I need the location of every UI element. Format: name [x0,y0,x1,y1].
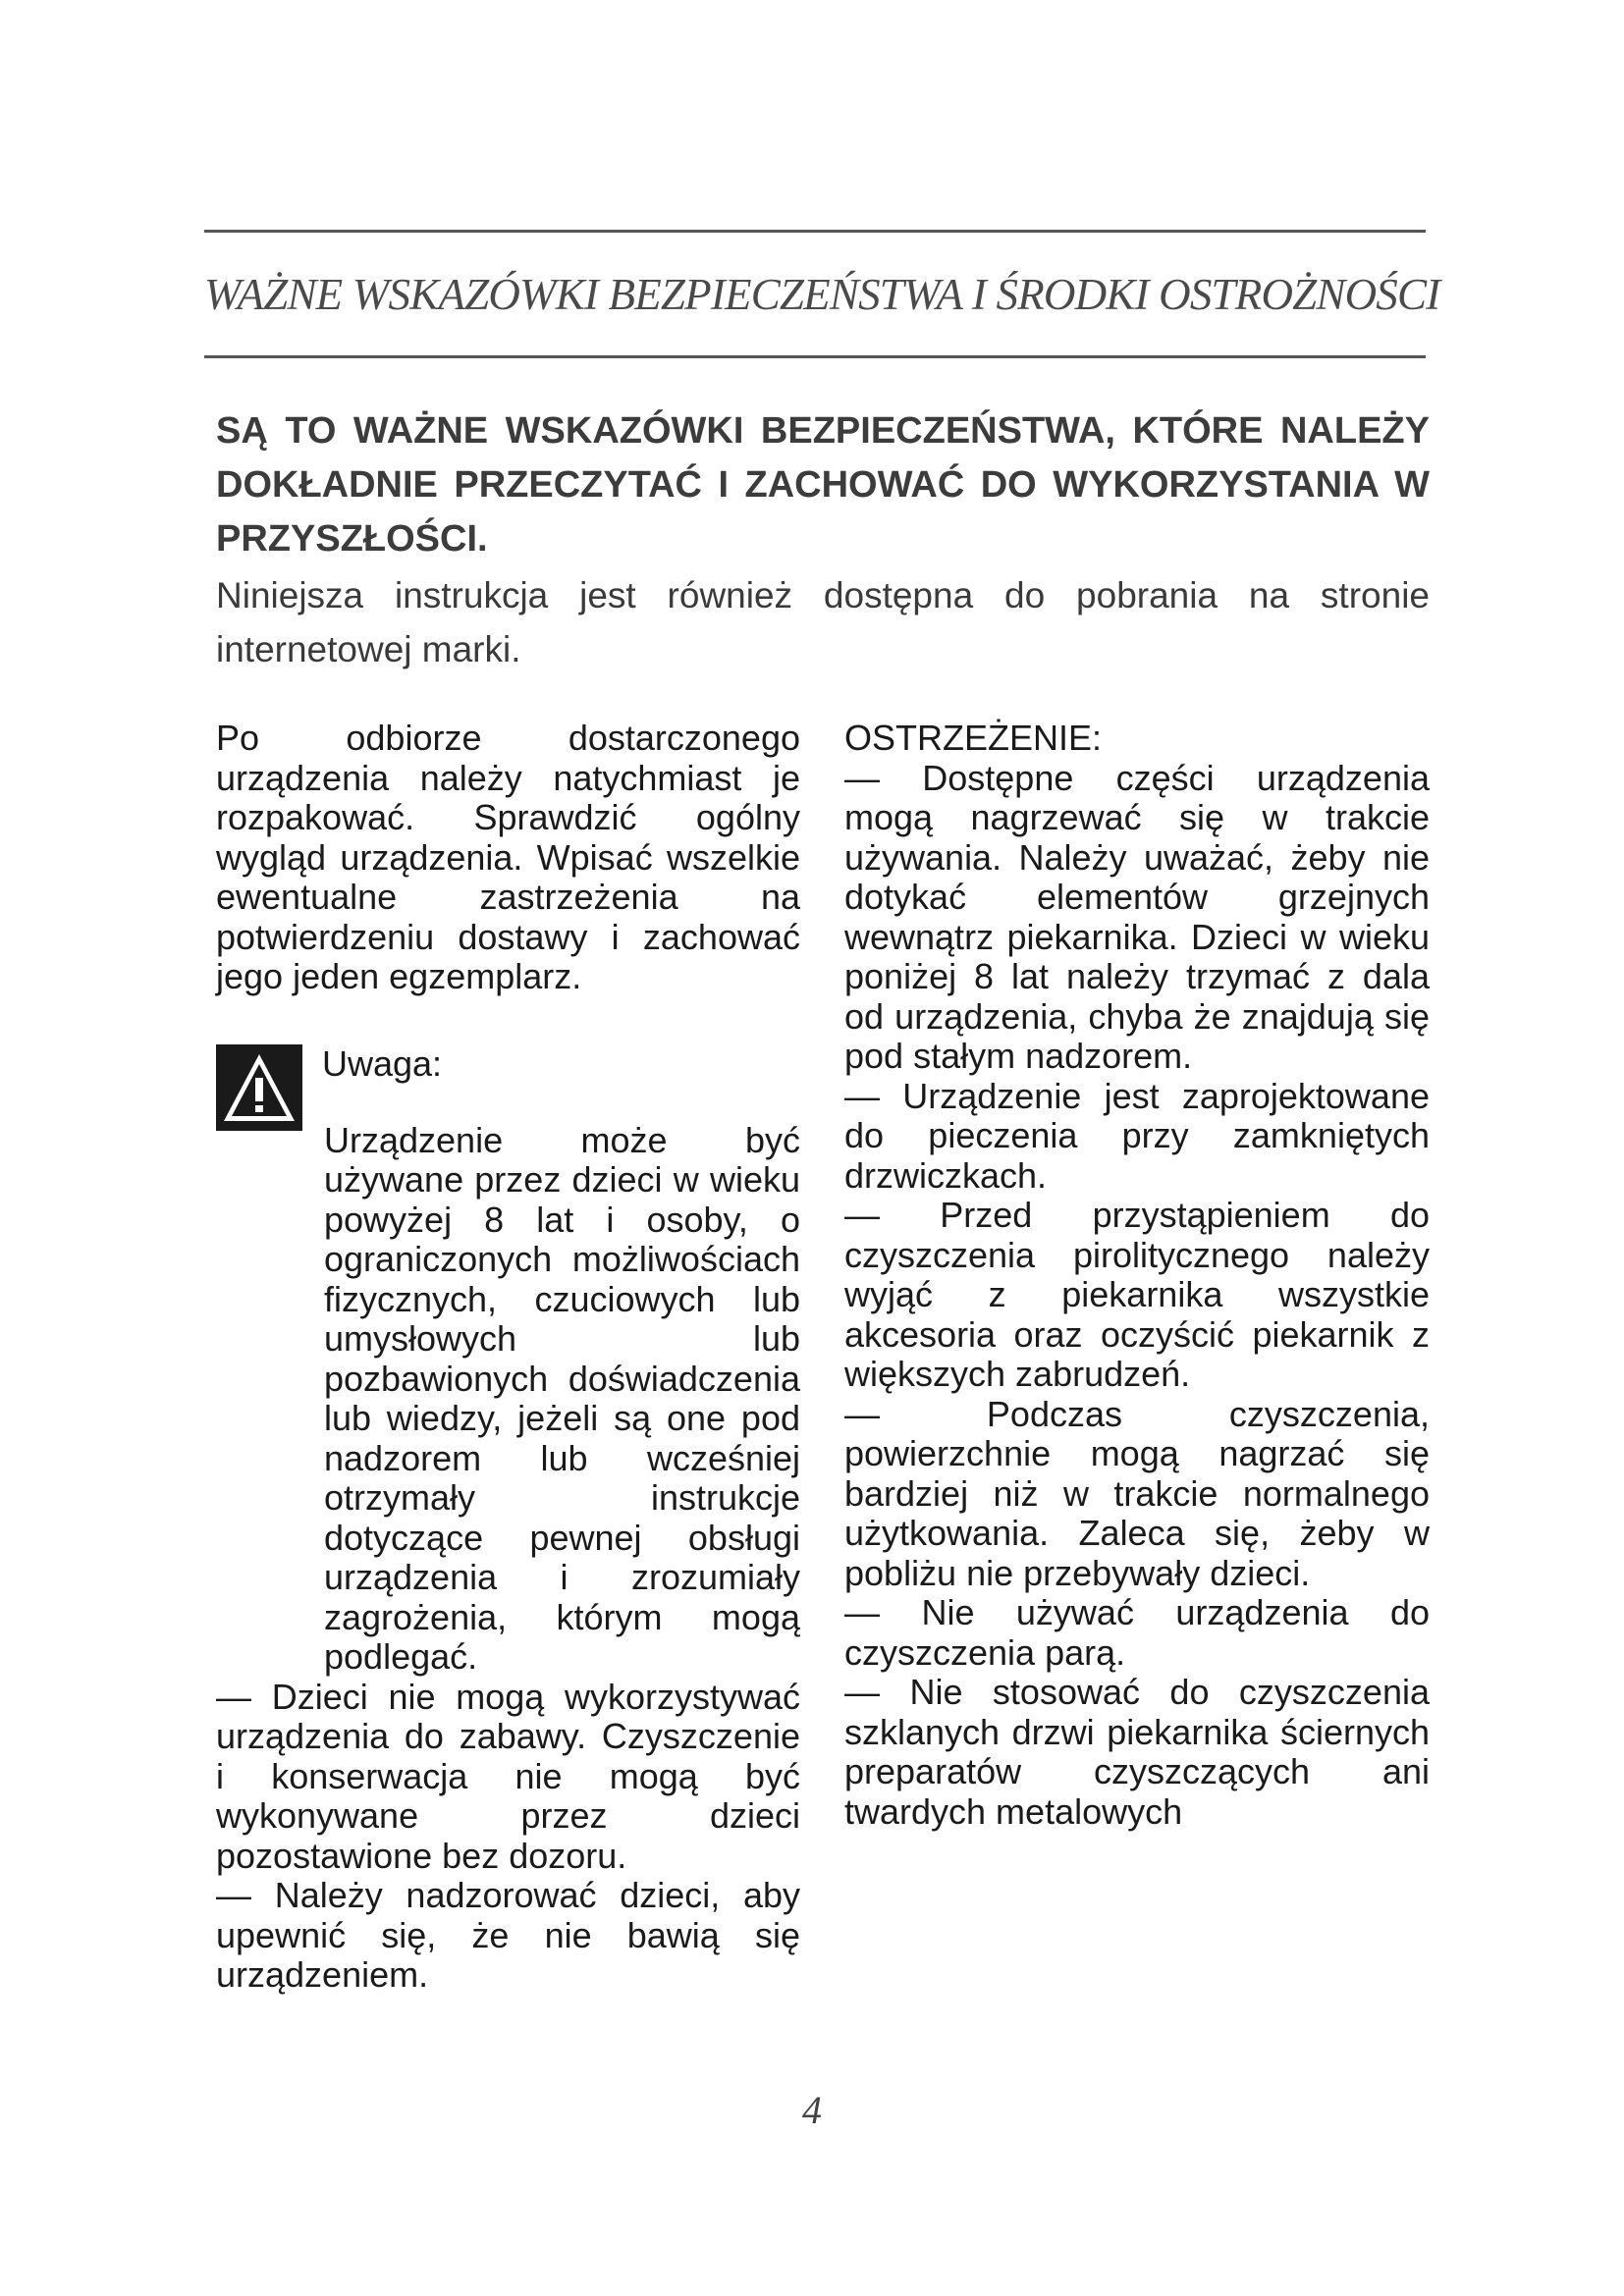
warning-header [216,1041,800,1121]
left-column [216,719,800,1996]
intro-section [216,404,1430,676]
intro-important-notice: SĄ TO WAŻNE WSKAZÓWKI BEZPIECZEŃSTWA, KTÓRE NALEŻY DOKŁADNIE PRZECZYTAĆ I ZACHOWAĆ DO WYKORZYSTANIA W PRZYSZŁOŚCI. [216,410,1430,560]
page-number: 4 [802,2088,822,2132]
spacer [216,997,800,1041]
hot-parts-paragraph: — Dostępne części urządzenia mogą nagrzewać się w trakcie używania. Należy uważać, żeby nie dotykać elementów grzejnych wewnątrz piekarnika. Dzieci w wieku poniżej 8 lat należy trzymać z dala od urządzenia, chyba że znajdują się pod stałym nadzorem. [844,757,1430,1076]
no-steam-paragraph: — Nie używać urządzenia do czyszczenia parą. [844,1592,1430,1673]
surfaces-hot-paragraph: — Podczas czyszczenia, powierzchnie mogą nagrzać się bardziej niż w trakcie normalnego użytkowania. Zaleca się, żeby w pobliżu nie przebywały dzieci. [844,1393,1430,1593]
pyrolytic-paragraph: — Przed przystąpieniem do czyszczenia pirolitycznego należy wyjąć z piekarnika wszystkie akcesoria oraz oczyścić piekarnik z większych zabrudzeń. [844,1195,1430,1394]
supervise-paragraph: — Należy nadzorować dzieci, aby upewnić się, że nie bawią się urządzeniem. [216,1875,800,1995]
right-column [844,719,1430,1832]
warning-text: Urządzenie może być używane przez dzieci w wieku powyżej 8 lat i osoby, o ograniczonych możliwościach fizycznych, czuciowych lub umysłowych lub pozbawionych doświadczenia lub wiedzy, jeżeli są one pod nadzorem lub wcześniej otrzymały instrukcje dotyczące pewnej obsługi urządzenia i zrozumiały zagrożenia, którym mogą podlegać. [324,1119,800,1677]
children-play-paragraph: — Dzieci nie mogą wykorzystywać urządzenia do zabawy. Czyszczenie i konserwacja nie mogą być wykonywane przez dzieci pozostawione bez dozoru. [216,1676,800,1876]
delivery-paragraph: Po odbiorze dostarczonego urządzenia należy natychmiast je rozpakować. Sprawdzić ogólny wygląd urządzenia. Wpisać wszelkie ewentualne zastrzeżenia na potwierdzeniu dostawy i zachować jego jeden egzemplarz. [216,718,800,996]
closed-door-paragraph: — Urządzenie jest zaprojektowane do pieczenia przy zamkniętych drzwiczkach. [844,1075,1430,1196]
page-title: WAŻNE WSKAZÓWKI BEZPIECZEŃSTWA I ŚRODKI OSTROŻNOŚCI [204,270,1440,319]
top-rule [204,230,1426,233]
no-abrasive-paragraph: — Nie stosować do czyszczenia szklanych drzwi piekarnika ściernych preparatów czyszczących ani twardych metalowych [844,1672,1430,1832]
bottom-rule [204,355,1426,358]
warning-label: Uwaga: [322,1042,443,1084]
warning-triangle-icon [216,1044,302,1131]
intro-download-note: Niniejsza instrukcja jest również dostępna do pobrania na stronie internetowej marki. [216,575,1430,669]
warning-heading: OSTRZEŻENIE: [844,718,1103,758]
